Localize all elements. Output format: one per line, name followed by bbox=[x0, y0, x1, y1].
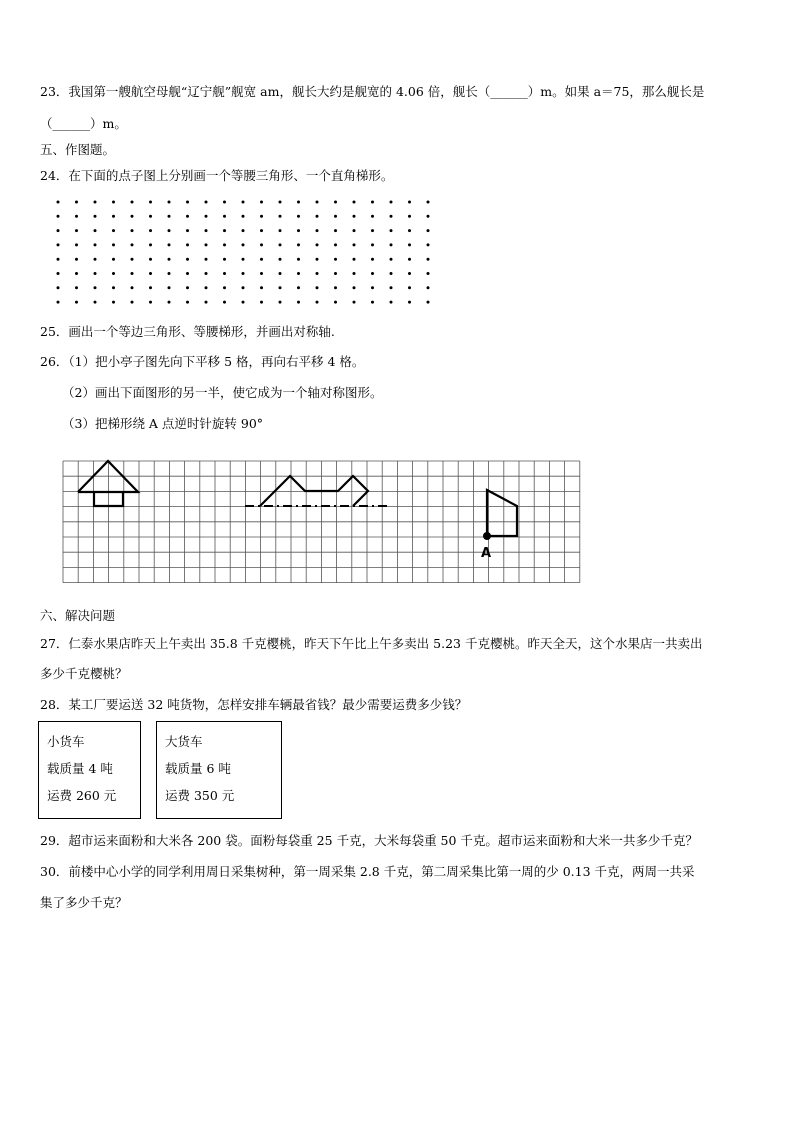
q27-line2: 多少千克樱桃？ bbox=[40, 666, 128, 681]
grid-dot bbox=[371, 286, 374, 289]
grid-dot bbox=[112, 243, 115, 246]
grid-dot bbox=[353, 286, 356, 289]
grid-dot bbox=[205, 243, 208, 246]
grid-dot bbox=[112, 272, 115, 275]
grid-dot bbox=[131, 243, 134, 246]
grid-dot bbox=[408, 272, 411, 275]
grid-dot bbox=[149, 215, 152, 218]
grid-dot bbox=[353, 243, 356, 246]
grid-dot bbox=[149, 201, 152, 204]
grid-dot bbox=[297, 243, 300, 246]
grid-dot bbox=[279, 301, 282, 304]
grid-dot bbox=[131, 258, 134, 261]
grid-dot bbox=[408, 201, 411, 204]
grid-dot bbox=[112, 215, 115, 218]
q26-part3: （3）把梯形绕 A 点逆时针旋转 90° bbox=[62, 416, 264, 431]
grid-dot bbox=[260, 301, 263, 304]
question-25: 25．画出一个等边三角形、等腰梯形，并画出对称轴. bbox=[40, 324, 335, 339]
grid-dot bbox=[223, 286, 226, 289]
grid-dot bbox=[168, 215, 171, 218]
grid-dot bbox=[279, 229, 282, 232]
grid-dot bbox=[186, 301, 189, 304]
grid-dot bbox=[131, 301, 134, 304]
grid-dot bbox=[427, 215, 430, 218]
grid-dot bbox=[316, 243, 319, 246]
grid-dot bbox=[408, 215, 411, 218]
grid-dot bbox=[205, 258, 208, 261]
grid-dot bbox=[94, 201, 97, 204]
grid-dot bbox=[408, 229, 411, 232]
grid-dot bbox=[242, 243, 245, 246]
q27-line1: 27．仁泰水果店昨天上午卖出 35.8 千克樱桃，昨天下午比上午多卖出 5.23 千克樱桃。昨天全天，这个水果店一共卖出 bbox=[40, 636, 703, 651]
small-truck-name: 小货车 bbox=[47, 734, 85, 749]
grid-dot bbox=[242, 286, 245, 289]
grid-dot bbox=[186, 215, 189, 218]
large-truck-name: 大货车 bbox=[165, 734, 203, 749]
grid-dot bbox=[168, 286, 171, 289]
grid-dot bbox=[112, 286, 115, 289]
grid-dot bbox=[353, 272, 356, 275]
grid-dot bbox=[205, 286, 208, 289]
section-5-heading: 五、作图题。 bbox=[40, 142, 116, 157]
grid-dot bbox=[75, 201, 78, 204]
grid-dot bbox=[223, 301, 226, 304]
question-24: 24．在下面的点子图上分别画一个等腰三角形、一个直角梯形。 bbox=[40, 168, 394, 183]
grid-dot bbox=[94, 215, 97, 218]
small-truck-card bbox=[38, 721, 141, 819]
grid-dot bbox=[390, 286, 393, 289]
grid-dot bbox=[279, 201, 282, 204]
grid-dot bbox=[334, 229, 337, 232]
grid-dot bbox=[205, 229, 208, 232]
trapezoid-figure bbox=[487, 490, 517, 536]
grid-dot bbox=[279, 215, 282, 218]
grid-dot bbox=[94, 272, 97, 275]
grid-dot bbox=[390, 229, 393, 232]
grid-dot bbox=[371, 258, 374, 261]
grid-dot bbox=[334, 215, 337, 218]
grid-dot bbox=[334, 243, 337, 246]
grid-dot bbox=[260, 243, 263, 246]
grid-dot bbox=[297, 229, 300, 232]
grid-dot bbox=[242, 229, 245, 232]
grid-dot bbox=[371, 272, 374, 275]
grid-dot bbox=[353, 215, 356, 218]
grid-dot bbox=[149, 258, 152, 261]
grid-dot bbox=[186, 229, 189, 232]
grid-dot bbox=[112, 258, 115, 261]
grid-dot bbox=[186, 286, 189, 289]
grid-dot bbox=[57, 272, 60, 275]
grid-dot bbox=[242, 258, 245, 261]
dot-grid[interactable] bbox=[52, 196, 432, 304]
large-truck-fee: 运费 350 元 bbox=[165, 788, 235, 803]
grid-dot bbox=[149, 301, 152, 304]
pavilion-figure bbox=[78, 461, 138, 506]
section-6-heading: 六、解决问题 bbox=[40, 608, 116, 623]
grid-dot bbox=[297, 201, 300, 204]
grid-dot bbox=[260, 272, 263, 275]
grid-dot bbox=[75, 243, 78, 246]
grid-dot bbox=[242, 301, 245, 304]
grid-dot bbox=[242, 201, 245, 204]
grid-dot bbox=[223, 258, 226, 261]
grid-dot bbox=[279, 258, 282, 261]
grid-dot bbox=[57, 258, 60, 261]
grid-dot bbox=[316, 201, 319, 204]
grid-dot bbox=[168, 258, 171, 261]
grid-dot bbox=[57, 301, 60, 304]
grid-dot bbox=[371, 201, 374, 204]
grid-dot bbox=[427, 243, 430, 246]
grid-dot bbox=[316, 301, 319, 304]
grid-dot bbox=[168, 201, 171, 204]
grid-dot bbox=[57, 286, 60, 289]
grid-dot bbox=[242, 272, 245, 275]
grid-dot bbox=[316, 286, 319, 289]
grid-dot bbox=[408, 258, 411, 261]
grid-dot bbox=[94, 286, 97, 289]
grid-dot bbox=[223, 243, 226, 246]
grid-dot bbox=[94, 229, 97, 232]
grid-dot bbox=[371, 215, 374, 218]
q30-line2: 集了多少千克？ bbox=[40, 895, 128, 910]
q26-part1: 26．（1）把小亭子图先向下平移 5 格，再向右平移 4 格。 bbox=[40, 354, 365, 369]
grid-dot bbox=[57, 229, 60, 232]
point-a bbox=[483, 532, 491, 540]
point-a-label: A bbox=[481, 546, 492, 561]
grid-dot bbox=[112, 201, 115, 204]
small-truck-load: 载质量 4 吨 bbox=[47, 761, 113, 776]
q30-line1: 30．前楼中心小学的同学利用周日采集树种，第一周采集 2.8 千克，第二周采集比第一周的少 0.13 千克，两周一共采 bbox=[40, 864, 695, 879]
large-truck-load: 载质量 6 吨 bbox=[165, 761, 231, 776]
grid-dot bbox=[223, 229, 226, 232]
grid-dot bbox=[75, 286, 78, 289]
grid-dot bbox=[260, 258, 263, 261]
grid-dot bbox=[297, 272, 300, 275]
grid-dot bbox=[390, 215, 393, 218]
grid-dot bbox=[297, 301, 300, 304]
grid-dot bbox=[186, 201, 189, 204]
grid-dot bbox=[260, 215, 263, 218]
grid-dot bbox=[94, 243, 97, 246]
q26-part2: （2）画出下面图形的另一半，使它成为一个轴对称图形。 bbox=[62, 385, 383, 400]
grid-dot bbox=[94, 258, 97, 261]
grid-dot bbox=[408, 243, 411, 246]
grid-dot bbox=[353, 229, 356, 232]
grid-dot bbox=[371, 229, 374, 232]
grid-dot bbox=[186, 243, 189, 246]
grid-dot bbox=[168, 301, 171, 304]
grid-dot bbox=[371, 301, 374, 304]
large-truck-card bbox=[156, 721, 282, 819]
grid-dot bbox=[149, 229, 152, 232]
grid-dot bbox=[371, 243, 374, 246]
grid-dot bbox=[131, 286, 134, 289]
grid-dot bbox=[297, 258, 300, 261]
grid-dot bbox=[75, 258, 78, 261]
grid-dot bbox=[168, 243, 171, 246]
grid-dot bbox=[334, 258, 337, 261]
grid-dot bbox=[205, 215, 208, 218]
grid-dot bbox=[316, 215, 319, 218]
grid-dot bbox=[57, 243, 60, 246]
grid-dot bbox=[334, 286, 337, 289]
grid-dot bbox=[390, 272, 393, 275]
grid-dot bbox=[297, 215, 300, 218]
grid-dot bbox=[131, 229, 134, 232]
grid-dot bbox=[260, 286, 263, 289]
grid-dot bbox=[75, 301, 78, 304]
grid-dot bbox=[75, 272, 78, 275]
grid-dot bbox=[334, 301, 337, 304]
grid-dot bbox=[75, 215, 78, 218]
grid-dot bbox=[149, 243, 152, 246]
grid-dot bbox=[297, 286, 300, 289]
small-truck-fee: 运费 260 元 bbox=[47, 788, 117, 803]
grid-dot bbox=[94, 301, 97, 304]
grid-dot bbox=[260, 229, 263, 232]
grid-dot bbox=[427, 258, 430, 261]
grid-dot bbox=[408, 286, 411, 289]
grid-dot bbox=[205, 201, 208, 204]
grid-dot bbox=[57, 215, 60, 218]
grid-dot bbox=[112, 229, 115, 232]
grid-dot bbox=[131, 215, 134, 218]
grid-dot bbox=[131, 201, 134, 204]
grid-dot bbox=[427, 272, 430, 275]
grid-dot bbox=[316, 258, 319, 261]
grid-dot bbox=[279, 286, 282, 289]
grid-dot bbox=[223, 215, 226, 218]
grid-dot bbox=[390, 243, 393, 246]
grid-dot bbox=[131, 272, 134, 275]
grid-dot bbox=[186, 258, 189, 261]
square-grid-figure[interactable] bbox=[62, 458, 582, 586]
grid-dot bbox=[427, 286, 430, 289]
grid-dot bbox=[427, 229, 430, 232]
grid-dot bbox=[353, 201, 356, 204]
grid-dot bbox=[279, 272, 282, 275]
grid-dot bbox=[353, 301, 356, 304]
grid-dot bbox=[279, 243, 282, 246]
q23-line1: 23．我国第一艘航空母舰“辽宁舰”舰宽 am，舰长大约是舰宽的 4.06 倍，舰长（______）m。如果 a＝75，那么舰长是 bbox=[40, 84, 705, 99]
grid-dot bbox=[223, 272, 226, 275]
grid-dot bbox=[316, 229, 319, 232]
q23-line2: （______）m。 bbox=[40, 116, 127, 131]
grid-dot bbox=[334, 201, 337, 204]
grid-dot bbox=[57, 201, 60, 204]
grid-dot bbox=[408, 301, 411, 304]
grid-dot bbox=[75, 229, 78, 232]
grid-dot bbox=[186, 272, 189, 275]
grid-dot bbox=[205, 301, 208, 304]
question-28: 28．某工厂要运送 32 吨货物，怎样安排车辆最省钱？最少需要运费多少钱？ bbox=[40, 697, 468, 712]
grid-dot bbox=[260, 201, 263, 204]
grid-dot bbox=[168, 229, 171, 232]
grid-dot bbox=[223, 201, 226, 204]
grid-dot bbox=[353, 258, 356, 261]
grid-dot bbox=[427, 201, 430, 204]
grid-lines bbox=[63, 461, 580, 583]
question-29: 29．超市运来面粉和大米各 200 袋。面粉每袋重 25 千克，大米每袋重 50 千克。超市运来面粉和大米一共多少千克？ bbox=[40, 833, 698, 848]
grid-dot bbox=[112, 301, 115, 304]
grid-dot bbox=[242, 215, 245, 218]
grid-dot bbox=[149, 286, 152, 289]
grid-dot bbox=[390, 201, 393, 204]
grid-dot bbox=[427, 301, 430, 304]
grid-dot bbox=[205, 272, 208, 275]
grid-dot bbox=[149, 272, 152, 275]
grid-dot bbox=[390, 258, 393, 261]
grid-dot bbox=[390, 301, 393, 304]
grid-dot bbox=[334, 272, 337, 275]
grid-dot bbox=[168, 272, 171, 275]
grid-dot bbox=[316, 272, 319, 275]
